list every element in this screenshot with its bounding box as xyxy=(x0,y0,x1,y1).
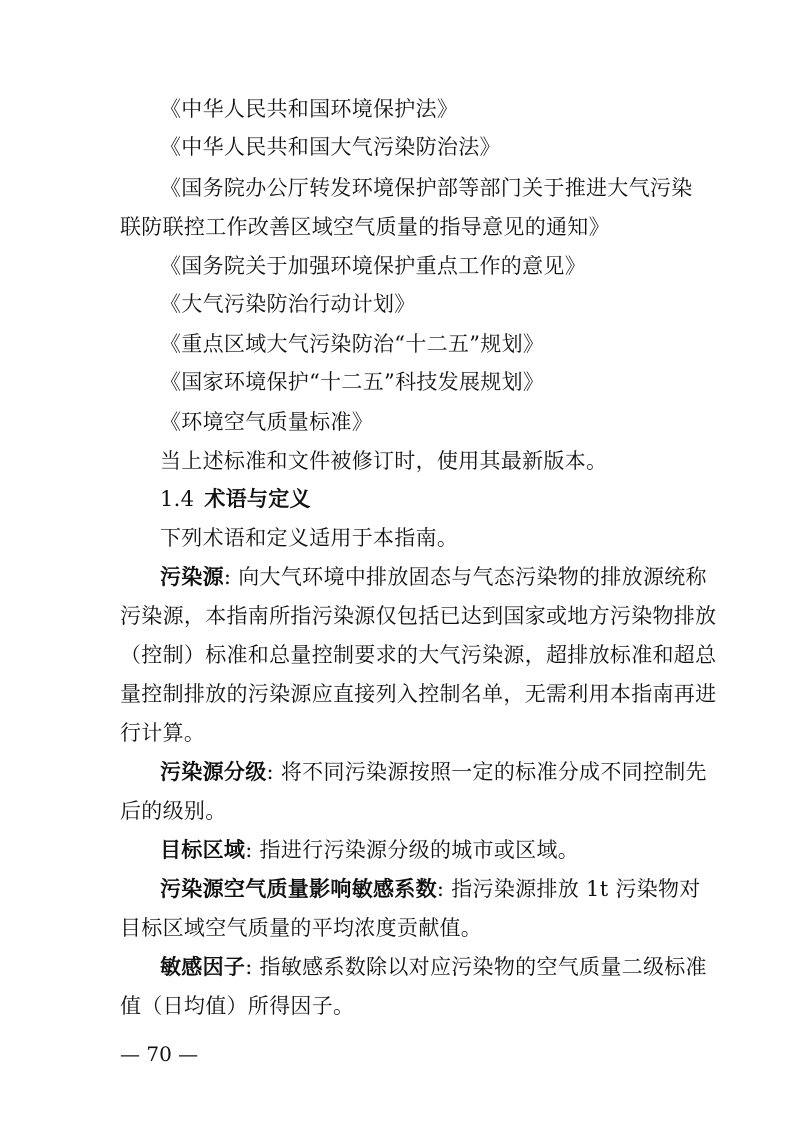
section-title: 术语与定义 xyxy=(204,486,311,511)
definition-text: : 向大气环境中排放固态与气态污染物的排放源统称 xyxy=(223,565,707,589)
section-heading xyxy=(160,485,680,513)
definition-term: 污染源空气质量影响敏感系数 xyxy=(160,876,437,901)
definition-text: : 指进行污染源分级的城市或区域。 xyxy=(245,838,580,862)
definition-term: 污染源 xyxy=(160,564,224,589)
definition-source-grading xyxy=(160,758,707,786)
definition-text: 后的级别。 xyxy=(120,799,227,823)
reference-item: 《国家环境保护“十二五”科技发展规划》 xyxy=(160,370,545,394)
definition-text: 目标区域空气质量的平均浓度贡献值。 xyxy=(120,916,483,940)
definition-sensitivity-factor xyxy=(160,953,707,981)
definition-text: 值（日均值）所得因子。 xyxy=(120,994,355,1018)
definition-text: 量控制排放的污染源应直接列入控制名单，无需利用本指南再进 xyxy=(120,682,717,706)
section-intro: 下列术语和定义适用于本指南。 xyxy=(160,526,459,550)
reference-item: 《国务院办公厅转发环境保护部等部门关于推进大气污染 xyxy=(160,176,693,200)
page-number: — 70 — xyxy=(120,1042,199,1066)
reference-item: 《重点区域大气污染防治“十二五”规划》 xyxy=(160,332,545,356)
reference-item: 《中华人民共和国环境保护法》 xyxy=(160,97,459,121)
definition-sensitivity-coefficient xyxy=(160,875,701,903)
definition-term: 敏感因子 xyxy=(160,954,246,979)
definition-target-region xyxy=(160,836,680,864)
revision-note: 当上述标准和文件被修订时，使用其最新版本。 xyxy=(160,449,608,473)
definition-term: 目标区域 xyxy=(160,837,246,862)
definition-pollution-source xyxy=(160,563,707,591)
definition-text: : 将不同污染源按照一定的标准分成不同控制先 xyxy=(266,760,707,784)
definition-text: : 指敏感系数除以对应污染物的空气质量二级标准 xyxy=(245,955,707,979)
reference-item-continuation: 联防联控工作改善区域空气质量的指导意见的通知》 xyxy=(120,215,610,239)
reference-item: 《大气污染防治行动计划》 xyxy=(160,292,416,316)
reference-item: 《环境空气质量标准》 xyxy=(160,410,373,434)
definition-text: 行计算。 xyxy=(120,721,206,745)
definition-text: 污染源，本指南所指污染源仅包括已达到国家或地方污染物排放 xyxy=(120,604,717,628)
definition-term: 污染源分级 xyxy=(160,759,267,784)
section-number: 1.4 xyxy=(160,487,195,511)
definition-text: （控制）标准和总量控制要求的大气污染源，超排放标准和超总 xyxy=(120,643,717,667)
reference-item: 《国务院关于加强环境保护重点工作的意见》 xyxy=(160,254,586,278)
definition-text: : 指污染源排放 1t 污染物对 xyxy=(436,877,701,901)
reference-item: 《中华人民共和国大气污染防治法》 xyxy=(160,135,501,159)
